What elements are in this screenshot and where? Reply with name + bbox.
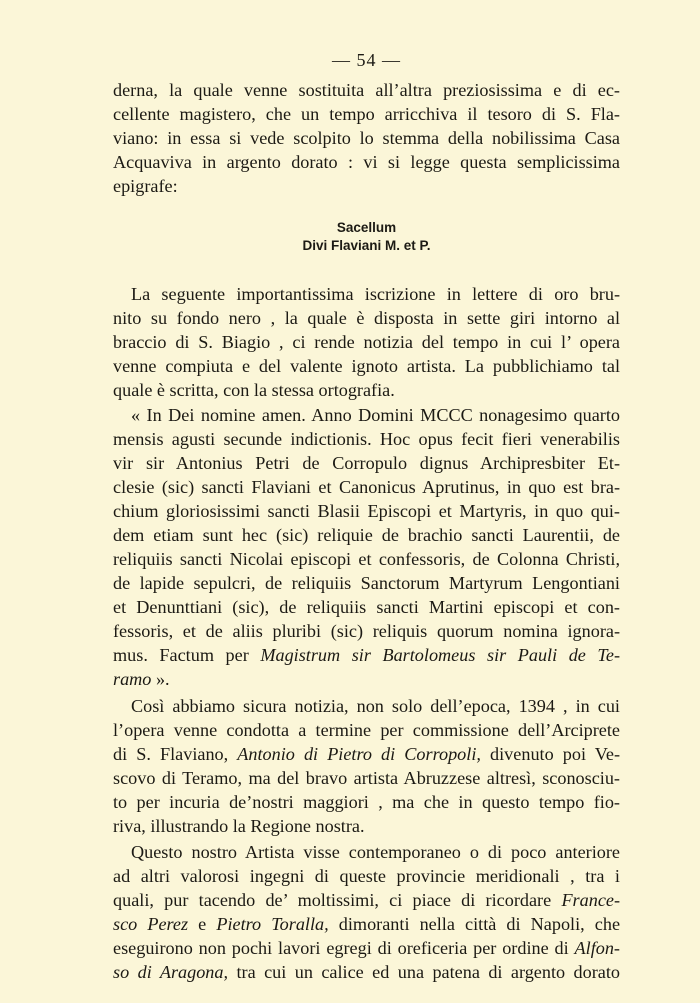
italic-name: sco Perez [113, 914, 189, 934]
inscription-line [113, 427, 620, 451]
text-line [113, 960, 620, 984]
inscription-line [113, 595, 620, 619]
text-line [131, 840, 620, 864]
text-line-content: fessoris, et de aliis pluribi (sic) reliquis quorum nomina ignora- [113, 621, 620, 641]
italic-name: Magistrum sir Bartolomeus sir Pauli de Te- [260, 645, 621, 665]
text-line [131, 694, 620, 718]
italic-name: ramo [113, 669, 152, 689]
text-line-content: de lapide sepulcri, de reliquiis Sanctorum Martyrum Lengontiani [113, 573, 620, 593]
text-line-content: vir sir Antonius Petri de Corropulo dignus Archipresbiter Et- [113, 453, 620, 473]
italic-name: Antonio di Pietro di Corropoli, [237, 744, 481, 764]
text-line [113, 864, 620, 888]
text-line-content: reliquiis sancti Nicolai episcopi et confessoris, de Colonna Christi, [113, 549, 620, 569]
text-line-content: « In Dei nomine amen. Anno Domini MCCC nonagesimo quarto [131, 405, 620, 425]
text-line [113, 378, 620, 402]
text-line [113, 150, 620, 174]
italic-name: so di Aragona, [113, 962, 229, 982]
text-line-content: La seguente importantissima iscrizione in lettere di oro bru- [131, 284, 620, 304]
text-line [113, 766, 620, 790]
text-line-content: derna, la quale venne sostituita all’altra preziosissima e di ec- [113, 80, 620, 100]
inscription-line [113, 451, 620, 475]
italic-name: Pietro Toralla, [216, 914, 329, 934]
text-segment: tra cui un calice ed una patena di argento dorato [236, 962, 621, 982]
text-segment: quali, pur tacendo de’ moltissimi, ci piace di ricordare [113, 890, 552, 910]
text-line-content: nito su fondo nero , la quale è disposta in sette giri intorno al [113, 308, 620, 328]
inscription-line [113, 619, 620, 643]
text-line-content: to per incuria de’nostri maggiori , ma che in questo tempo fio- [113, 792, 620, 812]
text-line [113, 354, 620, 378]
text-line-content: ad altri valorosi ingegni di queste provincie meridionali , tra i [113, 866, 620, 886]
text-line-content: cellente magistero, che un tempo arricchiva il tesoro di S. Fla- [113, 104, 620, 124]
inscription-line [113, 643, 620, 667]
italic-name: France- [561, 890, 621, 910]
text-line [113, 790, 620, 814]
text-segment: mus. Factum per [113, 645, 249, 665]
text-line-content: Così abbiamo sicura notizia, non solo dell’epoca, 1394 , in cui [131, 696, 620, 716]
text-line [113, 742, 620, 766]
text-line-content: et Denunttiani (sic), de reliquiis sancti Martini episcopi et con- [113, 597, 620, 617]
text-line-content: dem etiam sunt hec (sic) reliquie de brachio sancti Laurentii, de [113, 525, 620, 545]
text-segment: eseguirono non pochi lavori egregi di oreficeria per ordine di [113, 938, 569, 958]
italic-name: Alfon- [574, 938, 620, 958]
text-line [113, 330, 620, 354]
closing-quote: ». [155, 669, 170, 689]
text-line-content: mensis agusti secunde indictionis. Hoc opus fecit fieri venerabilis [113, 429, 620, 449]
text-line-content: viano: in essa si vede scolpito lo stemma della nobilissima Casa [113, 128, 620, 148]
text-line-content: clesie (sic) sancti Flaviani et Canonicus Aprutinus, in quo est bra- [113, 477, 620, 497]
text-line-content: braccio di S. Biagio , ci rende notizia del tempo in cui l’ opera [113, 332, 620, 352]
text-line [113, 888, 620, 912]
text-line-content: l’opera venne condotta a termine per commissione dell’Arciprete [113, 720, 620, 740]
inscription-line [113, 667, 620, 691]
inscription-line [131, 403, 620, 427]
text-segment: di S. Flaviano, [113, 744, 229, 764]
text-segment: divenuto poi Ve- [490, 744, 621, 764]
inscription-line [113, 523, 620, 547]
epigraph-line-2: Divi Flaviani M. et P. [302, 238, 431, 253]
inscription-line [113, 475, 620, 499]
text-line [113, 126, 620, 150]
text-line [113, 814, 620, 838]
text-line [131, 282, 620, 306]
epigraph-line-1: Sacellum [336, 220, 397, 235]
text-line-content: venne compiuta e del valente ignoto artista. La pubblichiamo tal [113, 356, 620, 376]
text-line [113, 102, 620, 126]
inscription-line [113, 547, 620, 571]
text-line [113, 78, 620, 102]
text-line [113, 912, 620, 936]
inscription-line [113, 499, 620, 523]
text-line [113, 306, 620, 330]
text-line [113, 718, 620, 742]
inscription-line [113, 571, 620, 595]
text-line-content: scovo di Teramo, ma del bravo artista Abruzzese altresì, sconosciu- [113, 768, 620, 788]
page-number: — 54 — [332, 50, 401, 70]
text-line-content: chium gloriosissimi sancti Blasii Episcopi et Martyris, in quo qui- [113, 501, 620, 521]
text-line-content: riva, illustrando la Regione nostra. [113, 816, 365, 836]
text-segment: e [198, 914, 207, 934]
text-line-content: Questo nostro Artista visse contemporaneo o di poco anteriore [131, 842, 620, 862]
text-line [113, 174, 620, 198]
text-line-content: quale è scritta, con la stessa ortografia. [113, 380, 395, 400]
text-line [113, 936, 620, 960]
text-line-content: Acquaviva in argento dorato : vi si legge questa semplicissima [113, 152, 620, 172]
text-line-content: epigrafe: [113, 176, 178, 196]
text-segment: dimoranti nella città di Napoli, che [338, 914, 621, 934]
